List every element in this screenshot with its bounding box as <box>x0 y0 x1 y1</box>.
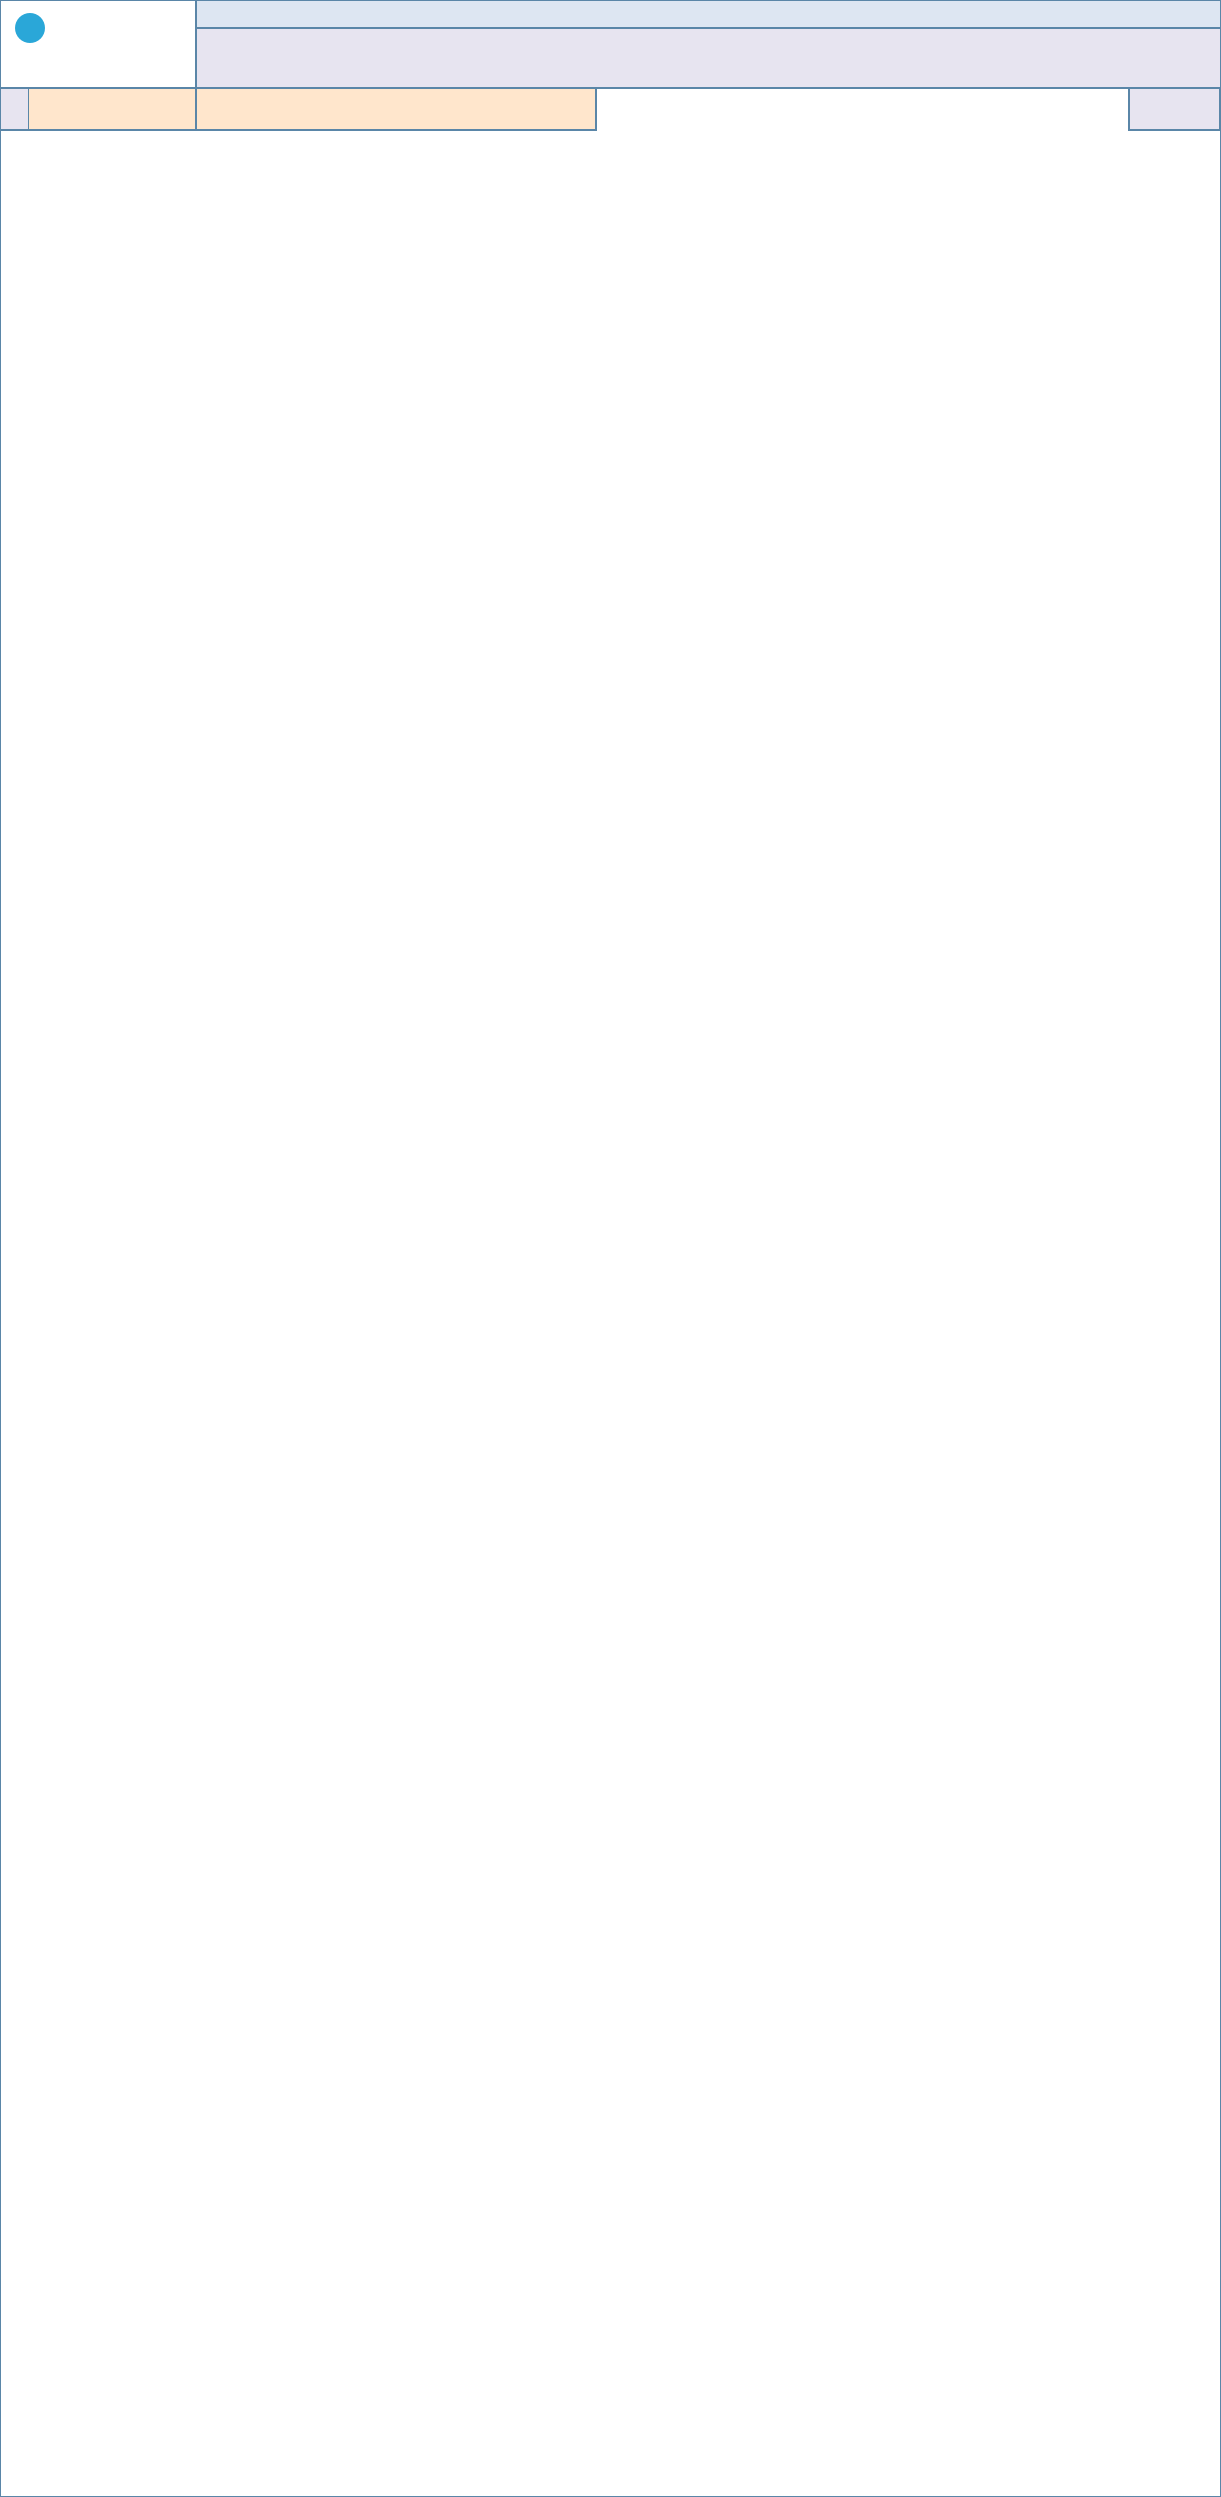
header-member <box>29 89 197 131</box>
header-total <box>1128 89 1220 131</box>
logo-wordmark <box>15 13 45 54</box>
header-tt <box>1 89 29 131</box>
page-banner <box>197 1 1220 29</box>
month-title-cell <box>197 29 1220 89</box>
header-dan <box>197 89 597 131</box>
site-logo[interactable] <box>1 1 197 89</box>
